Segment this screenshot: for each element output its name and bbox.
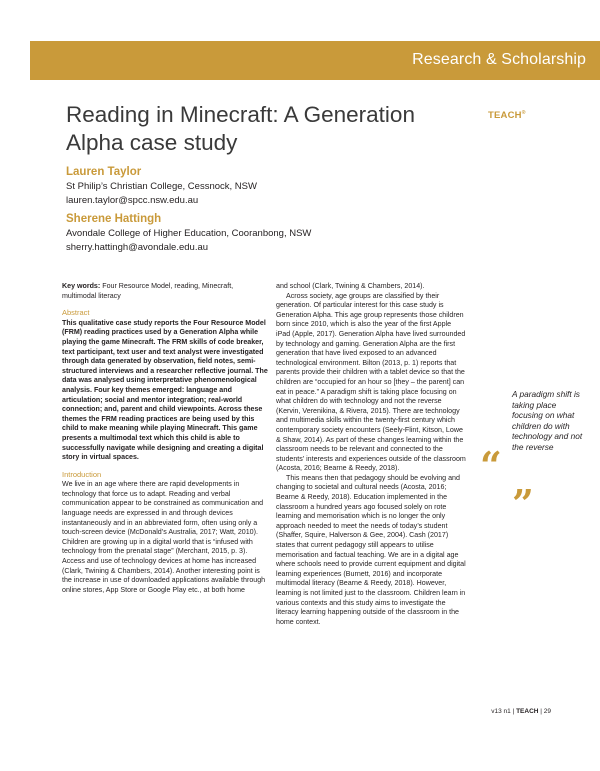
introduction-heading: Introduction [62,469,102,479]
keywords [62,282,268,301]
close-quote-icon: ” [512,481,534,526]
author-affiliation: St Philip’s Christian College, Cessnock, NSW [66,181,257,192]
open-quote-icon: “ [480,443,502,488]
column-right [276,282,466,627]
teach-logo-text: TEACH [488,110,522,122]
author-email[interactable]: sherry.hattingh@avondale.edu.au [66,241,209,253]
keywords-label: Key words: [62,282,101,290]
section-banner [30,41,600,80]
author-name: Sherene Hattingh [66,213,162,225]
footer-volume: v13 n1 [491,708,511,715]
body-paragraph: This means then that pedagogy should be evolving and changing to societal and cultural needs (Acosta, 2016; Bearne & Reedy, 2018). Education implemented in the classroom a hundred years ago focused solely on rote learning and memorisation which is no longer the only approach needed to meet the needs of today’s student (Shaffer, Squire, Halverson & Gee, 2004). Cash (2017) states that current pedagogy still appears to utilise memorisation and factual teaching. We are in a digital age where schools need to provide current equipment and digital learning experiences (Burnett, 2016) and incorporate multimodal literacy (Bearne & Reedy, 2018). However, learning is not limited just to the classroom. Children learn in various contexts and this study aims to investigate the literacy learning happening outside of the classroom in the home context. [276,473,466,626]
page-footer: v13 n1 | TEACH | 29 [491,708,551,715]
teach-logo-mark: ® [521,110,526,116]
section-label: Research & Scholarship [412,51,586,68]
body-paragraph: Across society, age groups are classified by their generation. Of particular interest for this case study is Generation Alpha. This age group represents those children born since 2010, which is also the year of the first Apple iPad (Apple, 2017). Generation Alpha have lived surrounded by technology and gaming. Generation Alpha are the first generation that have lived exposed to an advanced technological environment. Bilton (2013, p. 1) reports that parents provide their children with a tablet device so that the children are “occupied for an hour so [they – the parent] can eat in peace.” A paradigm shift is taking place focusing on what children do with technology and not the reverse (Kervin, Verenikina, & Rivera, 2015). There are technology and multimedia skills within the twenty-first century which contemporary society encounters (Seely-Flint, Kitson, Lowe & Shaw, 2014). As part of these changes learning within the classroom needs to be relevant and connected to the students’ interests and experiences outside of the classroom (Acosta, 2016; Bearne & Reedy, 2018). [276,291,466,473]
column-left [62,282,268,595]
footer-journal: TEACH [516,708,539,715]
article-title: Reading in Minecraft: A Generation Alpha case study [66,102,415,155]
page-number: 29 [543,708,551,715]
keywords-text: Four Resource Model, reading, Minecraft, multimodal literacy [62,282,234,300]
abstract-heading: Abstract [62,308,90,318]
author-affiliation: Avondale College of Higher Education, Cooranbong, NSW [66,228,312,239]
teach-logo [488,110,526,121]
author-email[interactable]: lauren.taylor@spcc.nsw.edu.au [66,194,199,206]
introduction-text: We live in an age where there are rapid developments in technology that force us to adapt. Reading and verbal communication appear to be constrained as communication and language needs are expressed in and through devices instantaneously and in an abbreviated form, often using only a touch-screen device (McDonald’s Australia, 2017; Watt, 2010). Children are growing up in a digital world that is “infused with technology from the prenatal stage” (Merchant, 2015, p. 3). Access and use of technology devices at home has increased (Clark, Twining & Chambers, 2014). Another interesting point is the increase in use of downloaded applications available through online stores, App Store or Google Play etc., at both home [62,480,266,594]
author-block [66,164,257,207]
author-name: Lauren Taylor [66,166,142,178]
pull-quote: A paradigm shift is taking place focusing on what children do with technology and not the reverse [512,389,583,452]
author-block [66,211,311,254]
body-paragraph: and school (Clark, Twining & Chambers, 2014). [276,282,425,290]
abstract-text: This qualitative case study reports the Four Resource Model (FRM) reading practices used by a Generation Alpha while playing the game Minecraft. The FRM skills of code breaker, text participant, text user and text analyst were investigated through data generated by observation, field notes, semi-structured interviews and a researcher reflective journal. The data was analysed using interpretative phenomenological analysis. Four key themes emerged: language and articulation; social and mentor integration; real-world connection; and, parent and child viewpoints. Across these themes the FRM reading practices are being used by this child to make meaning while playing Minecraft. This game presents a multimodal text which this child is able to successfully navigate while designing and creating a digital story in virtual spaces. [62,318,268,462]
